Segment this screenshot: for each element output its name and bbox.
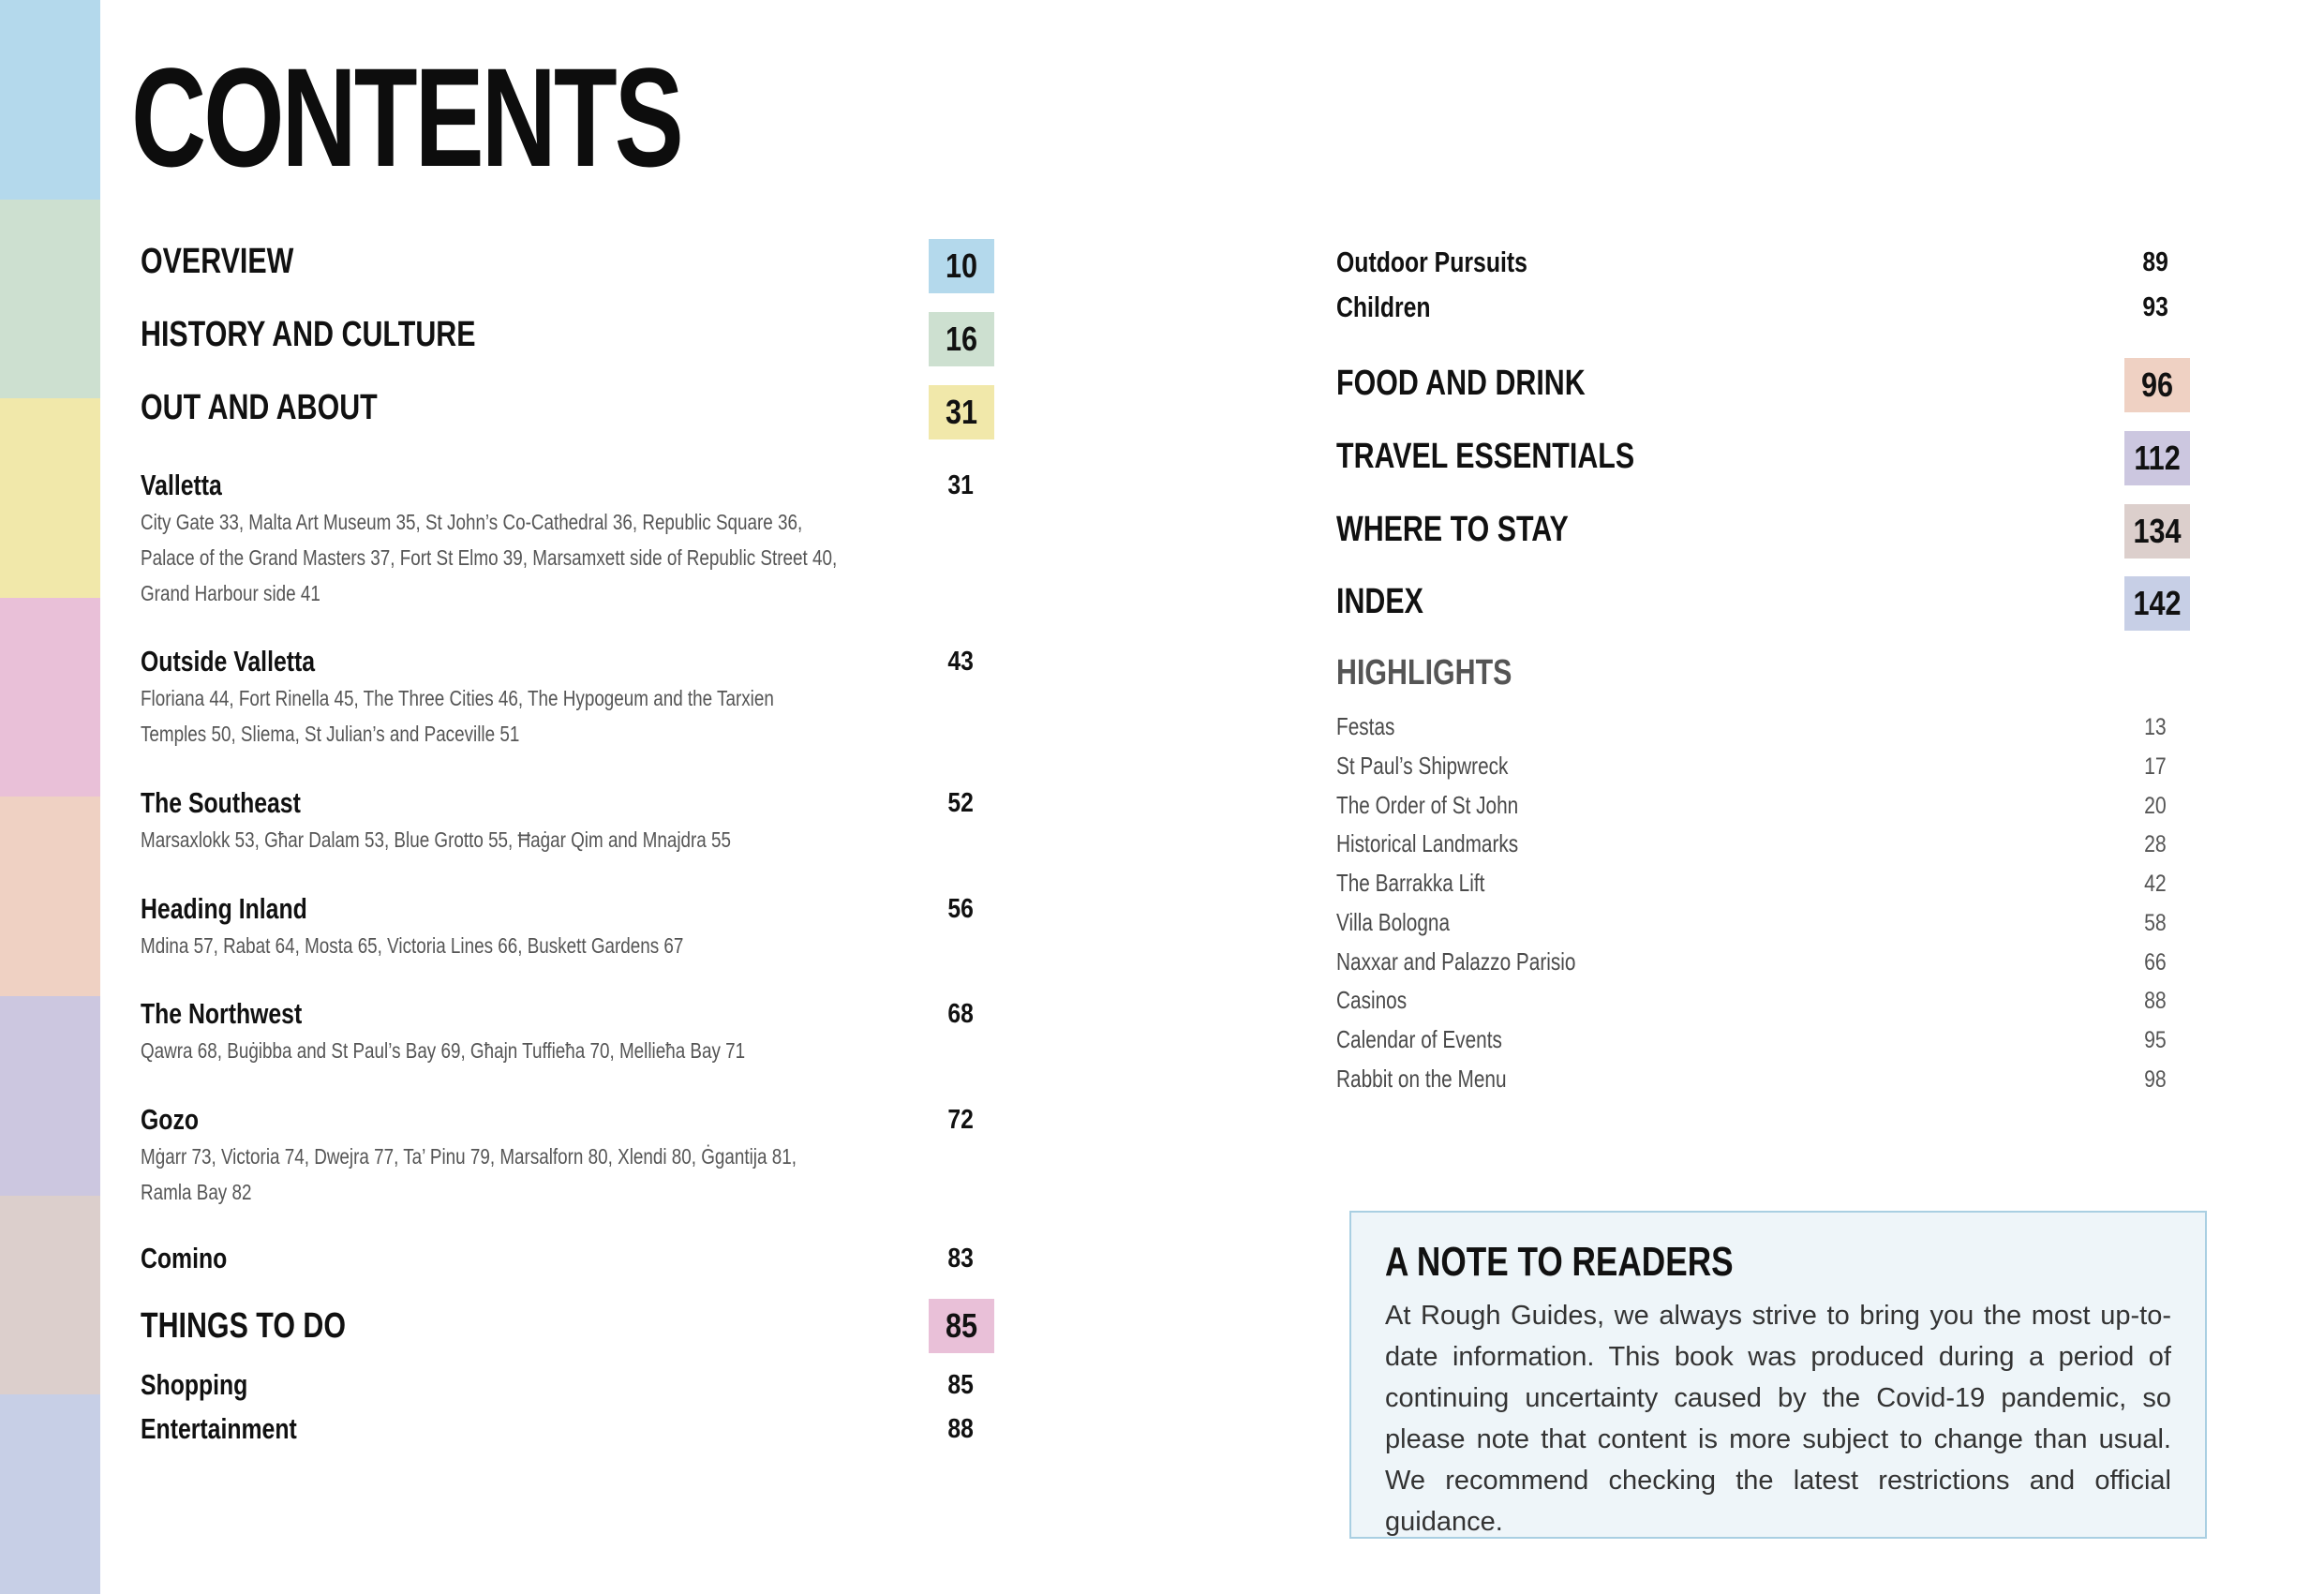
page-number: 68 bbox=[947, 999, 974, 1029]
page-number: 93 bbox=[2142, 292, 2168, 322]
highlight-item[interactable]: The Order of St John bbox=[1336, 791, 1519, 819]
page-number-box: 134 bbox=[2124, 504, 2190, 559]
strip-block bbox=[0, 1196, 100, 1395]
page-number: 85 bbox=[947, 1370, 974, 1400]
page-number: 31 bbox=[947, 470, 974, 500]
page-number: 13 bbox=[2144, 714, 2167, 740]
page-number: 83 bbox=[947, 1244, 974, 1274]
toc-section-food-and-drink[interactable]: FOOD AND DRINK bbox=[1336, 364, 1586, 403]
toc-detail-line: Mġarr 73, Victoria 74, Dwejra 77, Ta’ Pinu 79, Marsalforn 80, Xlendi 80, Ġgantija 81, bbox=[141, 1144, 797, 1169]
page-number: 88 bbox=[2144, 988, 2167, 1014]
page-number: 52 bbox=[947, 788, 974, 818]
toc-entry-comino[interactable]: Comino bbox=[141, 1242, 228, 1274]
note-body: At Rough Guides, we always strive to bring you the most up-to-date information. This book was produced during a period of continuing uncertainty caused by the Covid-19 pandemic, so please note that content is more subject to change than usual. We recommend checking the latest restrictions and official guidance. bbox=[1385, 1301, 2171, 1537]
highlight-item[interactable]: Naxxar and Palazzo Parisio bbox=[1336, 947, 1576, 976]
note-to-readers-box bbox=[1349, 1211, 2207, 1539]
toc-entry-northwest[interactable]: The Northwest bbox=[141, 997, 303, 1030]
page-number: 58 bbox=[2144, 910, 2167, 936]
color-strip bbox=[0, 0, 100, 1594]
highlight-item[interactable]: Casinos bbox=[1336, 986, 1408, 1014]
toc-entry-heading-inland[interactable]: Heading Inland bbox=[141, 892, 307, 925]
strip-block bbox=[0, 797, 100, 996]
toc-entry-outdoor-pursuits[interactable]: Outdoor Pursuits bbox=[1336, 246, 1527, 278]
page-number: 42 bbox=[2144, 871, 2167, 897]
toc-detail-line: Grand Harbour side 41 bbox=[141, 581, 320, 605]
page-number-box: 142 bbox=[2124, 576, 2190, 631]
highlight-item[interactable]: Rabbit on the Menu bbox=[1336, 1065, 1507, 1093]
toc-detail-line: Mdina 57, Rabat 64, Mosta 65, Victoria Lines 66, Buskett Gardens 67 bbox=[141, 933, 684, 958]
toc-entry-valletta[interactable]: Valletta bbox=[141, 469, 222, 501]
toc-section-out-and-about[interactable]: OUT AND ABOUT bbox=[141, 388, 378, 427]
strip-block bbox=[0, 1394, 100, 1594]
toc-detail-line: Ramla Bay 82 bbox=[141, 1180, 252, 1204]
page-number: 66 bbox=[2144, 949, 2167, 976]
toc-section-things-to-do[interactable]: THINGS TO DO bbox=[141, 1306, 347, 1346]
page-number: 95 bbox=[2144, 1027, 2167, 1053]
toc-entry-gozo[interactable]: Gozo bbox=[141, 1103, 199, 1136]
note-title: A NOTE TO READERS bbox=[1385, 1239, 1734, 1285]
page-number-box: 10 bbox=[929, 239, 994, 293]
strip-block bbox=[0, 996, 100, 1196]
page-number: 56 bbox=[947, 894, 974, 924]
toc-entry-entertainment[interactable]: Entertainment bbox=[141, 1412, 297, 1445]
toc-entry-southeast[interactable]: The Southeast bbox=[141, 786, 301, 819]
page-number: 28 bbox=[2144, 831, 2167, 857]
highlight-item[interactable]: The Barrakka Lift bbox=[1336, 869, 1485, 897]
highlight-item[interactable]: Calendar of Events bbox=[1336, 1025, 1502, 1053]
toc-entry-children[interactable]: Children bbox=[1336, 290, 1431, 323]
highlight-item[interactable]: Festas bbox=[1336, 712, 1395, 740]
toc-entry-shopping[interactable]: Shopping bbox=[141, 1368, 248, 1401]
toc-detail-line: Floriana 44, Fort Rinella 45, The Three Cities 46, The Hypogeum and the Tarxien bbox=[141, 686, 774, 710]
page-title: CONTENTS bbox=[131, 38, 681, 196]
strip-block bbox=[0, 0, 100, 200]
highlights-heading: HIGHLIGHTS bbox=[1336, 653, 1512, 693]
toc-section-travel-essentials[interactable]: TRAVEL ESSENTIALS bbox=[1336, 437, 1635, 476]
highlight-item[interactable]: Villa Bologna bbox=[1336, 908, 1451, 936]
toc-entry-outside-valletta[interactable]: Outside Valletta bbox=[141, 645, 316, 678]
toc-detail-line: City Gate 33, Malta Art Museum 35, St John’s Co-Cathedral 36, Republic Square 36, bbox=[141, 510, 803, 534]
page-number-box: 16 bbox=[929, 312, 994, 366]
toc-section-overview[interactable]: OVERVIEW bbox=[141, 242, 294, 281]
toc-detail-line: Marsaxlokk 53, Għar Dalam 53, Blue Grotto 55, Ħaġar Qim and Mnajdra 55 bbox=[141, 827, 732, 852]
toc-section-index[interactable]: INDEX bbox=[1336, 582, 1423, 621]
strip-block bbox=[0, 398, 100, 598]
page-number: 20 bbox=[2144, 793, 2167, 819]
page-number: 98 bbox=[2144, 1066, 2167, 1093]
highlight-item[interactable]: St Paul’s Shipwreck bbox=[1336, 752, 1509, 780]
strip-block bbox=[0, 598, 100, 797]
toc-detail-line: Palace of the Grand Masters 37, Fort St Elmo 39, Marsamxett side of Republic Street 40, bbox=[141, 545, 838, 570]
page-number: 89 bbox=[2142, 247, 2168, 277]
toc-detail-line: Qawra 68, Buġibba and St Paul’s Bay 69, Għajn Tuffieħa 70, Mellieħa Bay 71 bbox=[141, 1038, 746, 1063]
toc-section-history[interactable]: HISTORY AND CULTURE bbox=[141, 315, 476, 354]
page-number: 43 bbox=[947, 647, 974, 677]
strip-block bbox=[0, 200, 100, 399]
toc-section-where-to-stay[interactable]: WHERE TO STAY bbox=[1336, 510, 1569, 549]
page-number-box: 96 bbox=[2124, 358, 2190, 412]
toc-detail-line: Temples 50, Sliema, St Julian’s and Paceville 51 bbox=[141, 722, 520, 746]
page-number-box: 112 bbox=[2124, 431, 2190, 485]
page-number: 88 bbox=[947, 1414, 974, 1444]
page-number: 72 bbox=[947, 1105, 974, 1135]
page-number-box: 85 bbox=[929, 1299, 994, 1353]
page-number-box: 31 bbox=[929, 385, 994, 439]
page-number: 17 bbox=[2144, 753, 2167, 780]
highlight-item[interactable]: Historical Landmarks bbox=[1336, 829, 1519, 857]
